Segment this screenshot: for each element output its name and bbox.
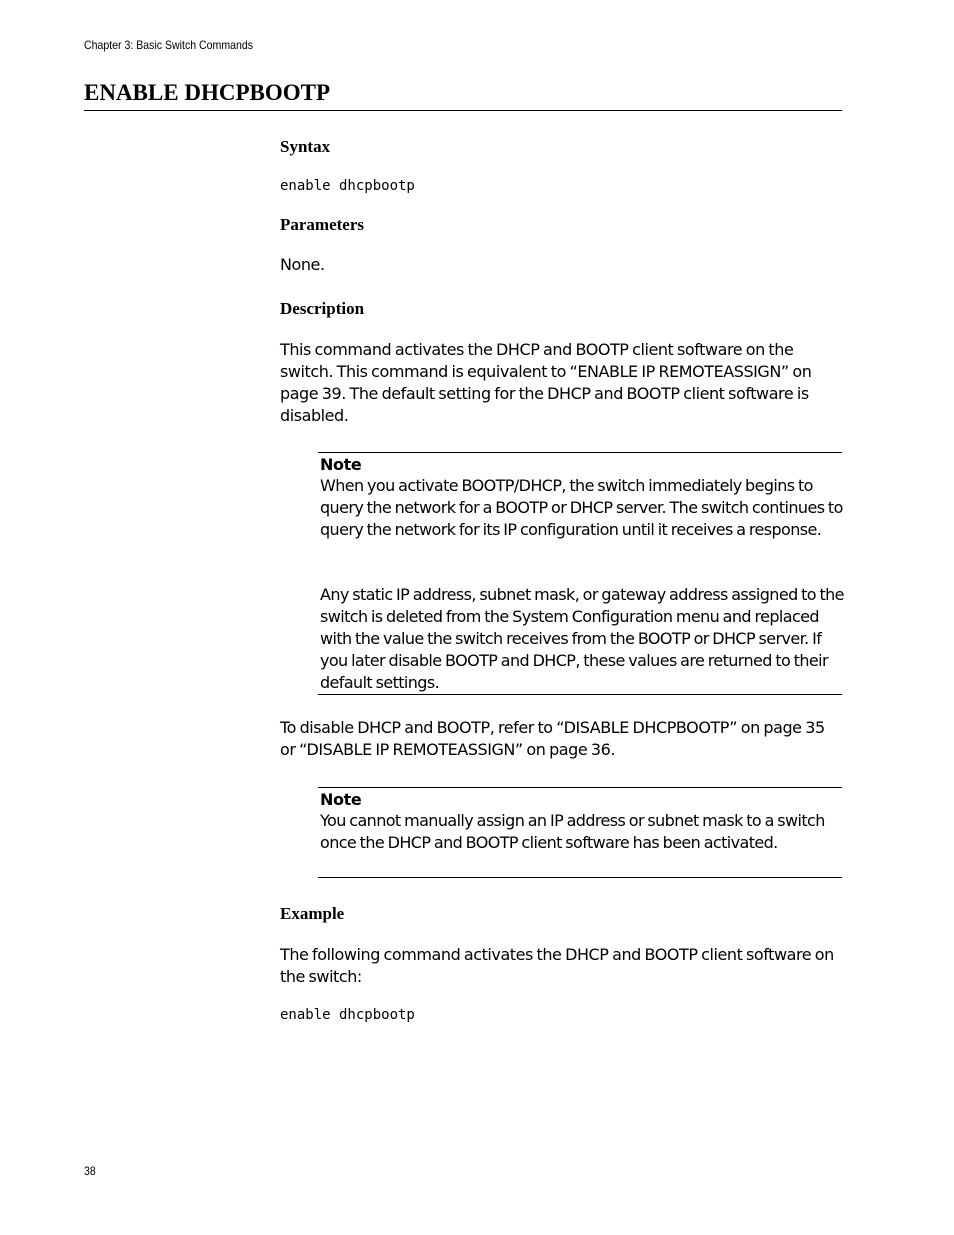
note-title: Note (320, 455, 362, 474)
example-command: enable dhcpbootp (280, 1007, 415, 1023)
description-text: This command activates the DHCP and BOOTP client software on the switch. This command is equivalent to “ENABLE IP REMOTEASSIGN” on page 39. The default setting for the DHCP and BOOTP client software is disabled. (280, 340, 812, 425)
note-box (318, 452, 842, 695)
syntax-command: enable dhcpbootp (280, 178, 415, 194)
parameters-text: None. (280, 255, 325, 274)
parameters-heading: Parameters (280, 215, 365, 234)
page-title: ENABLE DHCPBOOTP (84, 78, 842, 111)
note-title: Note (320, 790, 362, 809)
page-number: 38 (84, 1164, 96, 1178)
note-paragraph: Any static IP address, subnet mask, or gateway address assigned to the switch is deleted from the System Configuration menu and replaced with the value the switch receives from the BOOTP or DHCP server. If you later disable BOOTP and DHCP, these values are returned to their default settings. (320, 585, 844, 692)
running-header: Chapter 3: Basic Switch Commands (84, 38, 254, 52)
disable-reference-text: To disable DHCP and BOOTP, refer to “DISABLE DHCPBOOTP” on page 35 or “DISABLE IP REMOTEASSIGN” on page 36. (280, 718, 825, 759)
description-heading: Description (280, 299, 365, 318)
note-paragraph: When you activate BOOTP/DHCP, the switch immediately begins to query the network for a BOOTP or DHCP server. The switch continues to query the network for its IP configuration until it receives a response. (320, 476, 843, 539)
note-box (318, 787, 842, 878)
note-paragraph: You cannot manually assign an IP address or subnet mask to a switch once the DHCP and BOOTP client software has been activated. (320, 811, 825, 852)
syntax-heading: Syntax (280, 137, 331, 156)
example-heading: Example (280, 904, 345, 923)
example-text: The following command activates the DHCP and BOOTP client software on the switch: (280, 945, 834, 986)
